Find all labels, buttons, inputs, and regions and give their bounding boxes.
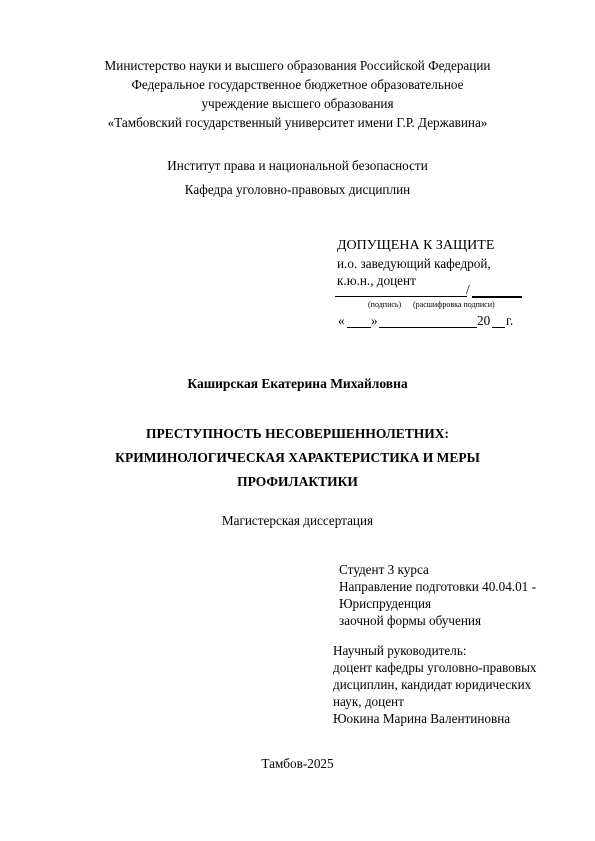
date-suffix: г. bbox=[506, 313, 514, 328]
institution-level-line: учреждение высшего образования bbox=[201, 96, 394, 111]
date-close-quote: » bbox=[371, 313, 378, 328]
student-course: Студент 3 курса bbox=[339, 562, 429, 577]
signature-label: (подпись) bbox=[368, 300, 402, 309]
decode-line bbox=[472, 296, 522, 298]
approval-position: и.о. заведующий кафедрой, bbox=[337, 256, 491, 271]
student-study-form: заочной формы обучения bbox=[339, 613, 482, 628]
university-name-line: «Тамбовский государственный университет имени Г.Р. Державина» bbox=[107, 115, 488, 130]
department-line: Кафедра уголовно-правовых дисциплин bbox=[184, 182, 411, 197]
author-name: Каширская Екатерина Михайловна bbox=[187, 376, 408, 391]
supervisor-heading: Научный руководитель: bbox=[333, 643, 467, 658]
date-year-line bbox=[492, 327, 505, 328]
signature-slash: / bbox=[466, 282, 470, 297]
decode-label: (расшифровка подписи) bbox=[413, 300, 495, 309]
supervisor-position-1: доцент кафедры уголовно-правовых bbox=[333, 660, 537, 675]
date-open-quote: « bbox=[338, 313, 345, 328]
work-type: Магистерская диссертация bbox=[221, 513, 374, 528]
thesis-title-line-3: ПРОФИЛАКТИКИ bbox=[237, 474, 358, 489]
supervisor-position-3: наук, доцент bbox=[333, 694, 404, 709]
student-specialty: Юриспруденция bbox=[339, 596, 432, 611]
approval-title: ДОПУЩЕНА К ЗАЩИТЕ bbox=[337, 238, 495, 253]
date-day-line bbox=[347, 327, 371, 328]
signature-line bbox=[335, 296, 467, 297]
institute-line: Институт права и национальной безопасности bbox=[167, 158, 428, 173]
city-year: Тамбов-2025 bbox=[261, 756, 334, 771]
date-month-line bbox=[379, 327, 477, 328]
thesis-title-line-2: КРИМИНОЛОГИЧЕСКАЯ ХАРАКТЕРИСТИКА И МЕРЫ bbox=[115, 450, 480, 465]
date-year-prefix: 20 bbox=[477, 313, 491, 328]
approval-degree: к.ю.н., доцент bbox=[337, 273, 416, 288]
student-direction: Направление подготовки 40.04.01 - bbox=[339, 579, 536, 594]
supervisor-name: Юокина Марина Валентиновна bbox=[333, 711, 511, 726]
thesis-title-line-1: ПРЕСТУПНОСТЬ НЕСОВЕРШЕННОЛЕТНИХ: bbox=[145, 426, 450, 441]
supervisor-position-2: дисциплин, кандидат юридических bbox=[333, 677, 532, 692]
institution-type-line: Федеральное государственное бюджетное образовательное bbox=[131, 77, 464, 92]
ministry-line: Министерство науки и высшего образования Российской Федерации bbox=[104, 58, 491, 73]
